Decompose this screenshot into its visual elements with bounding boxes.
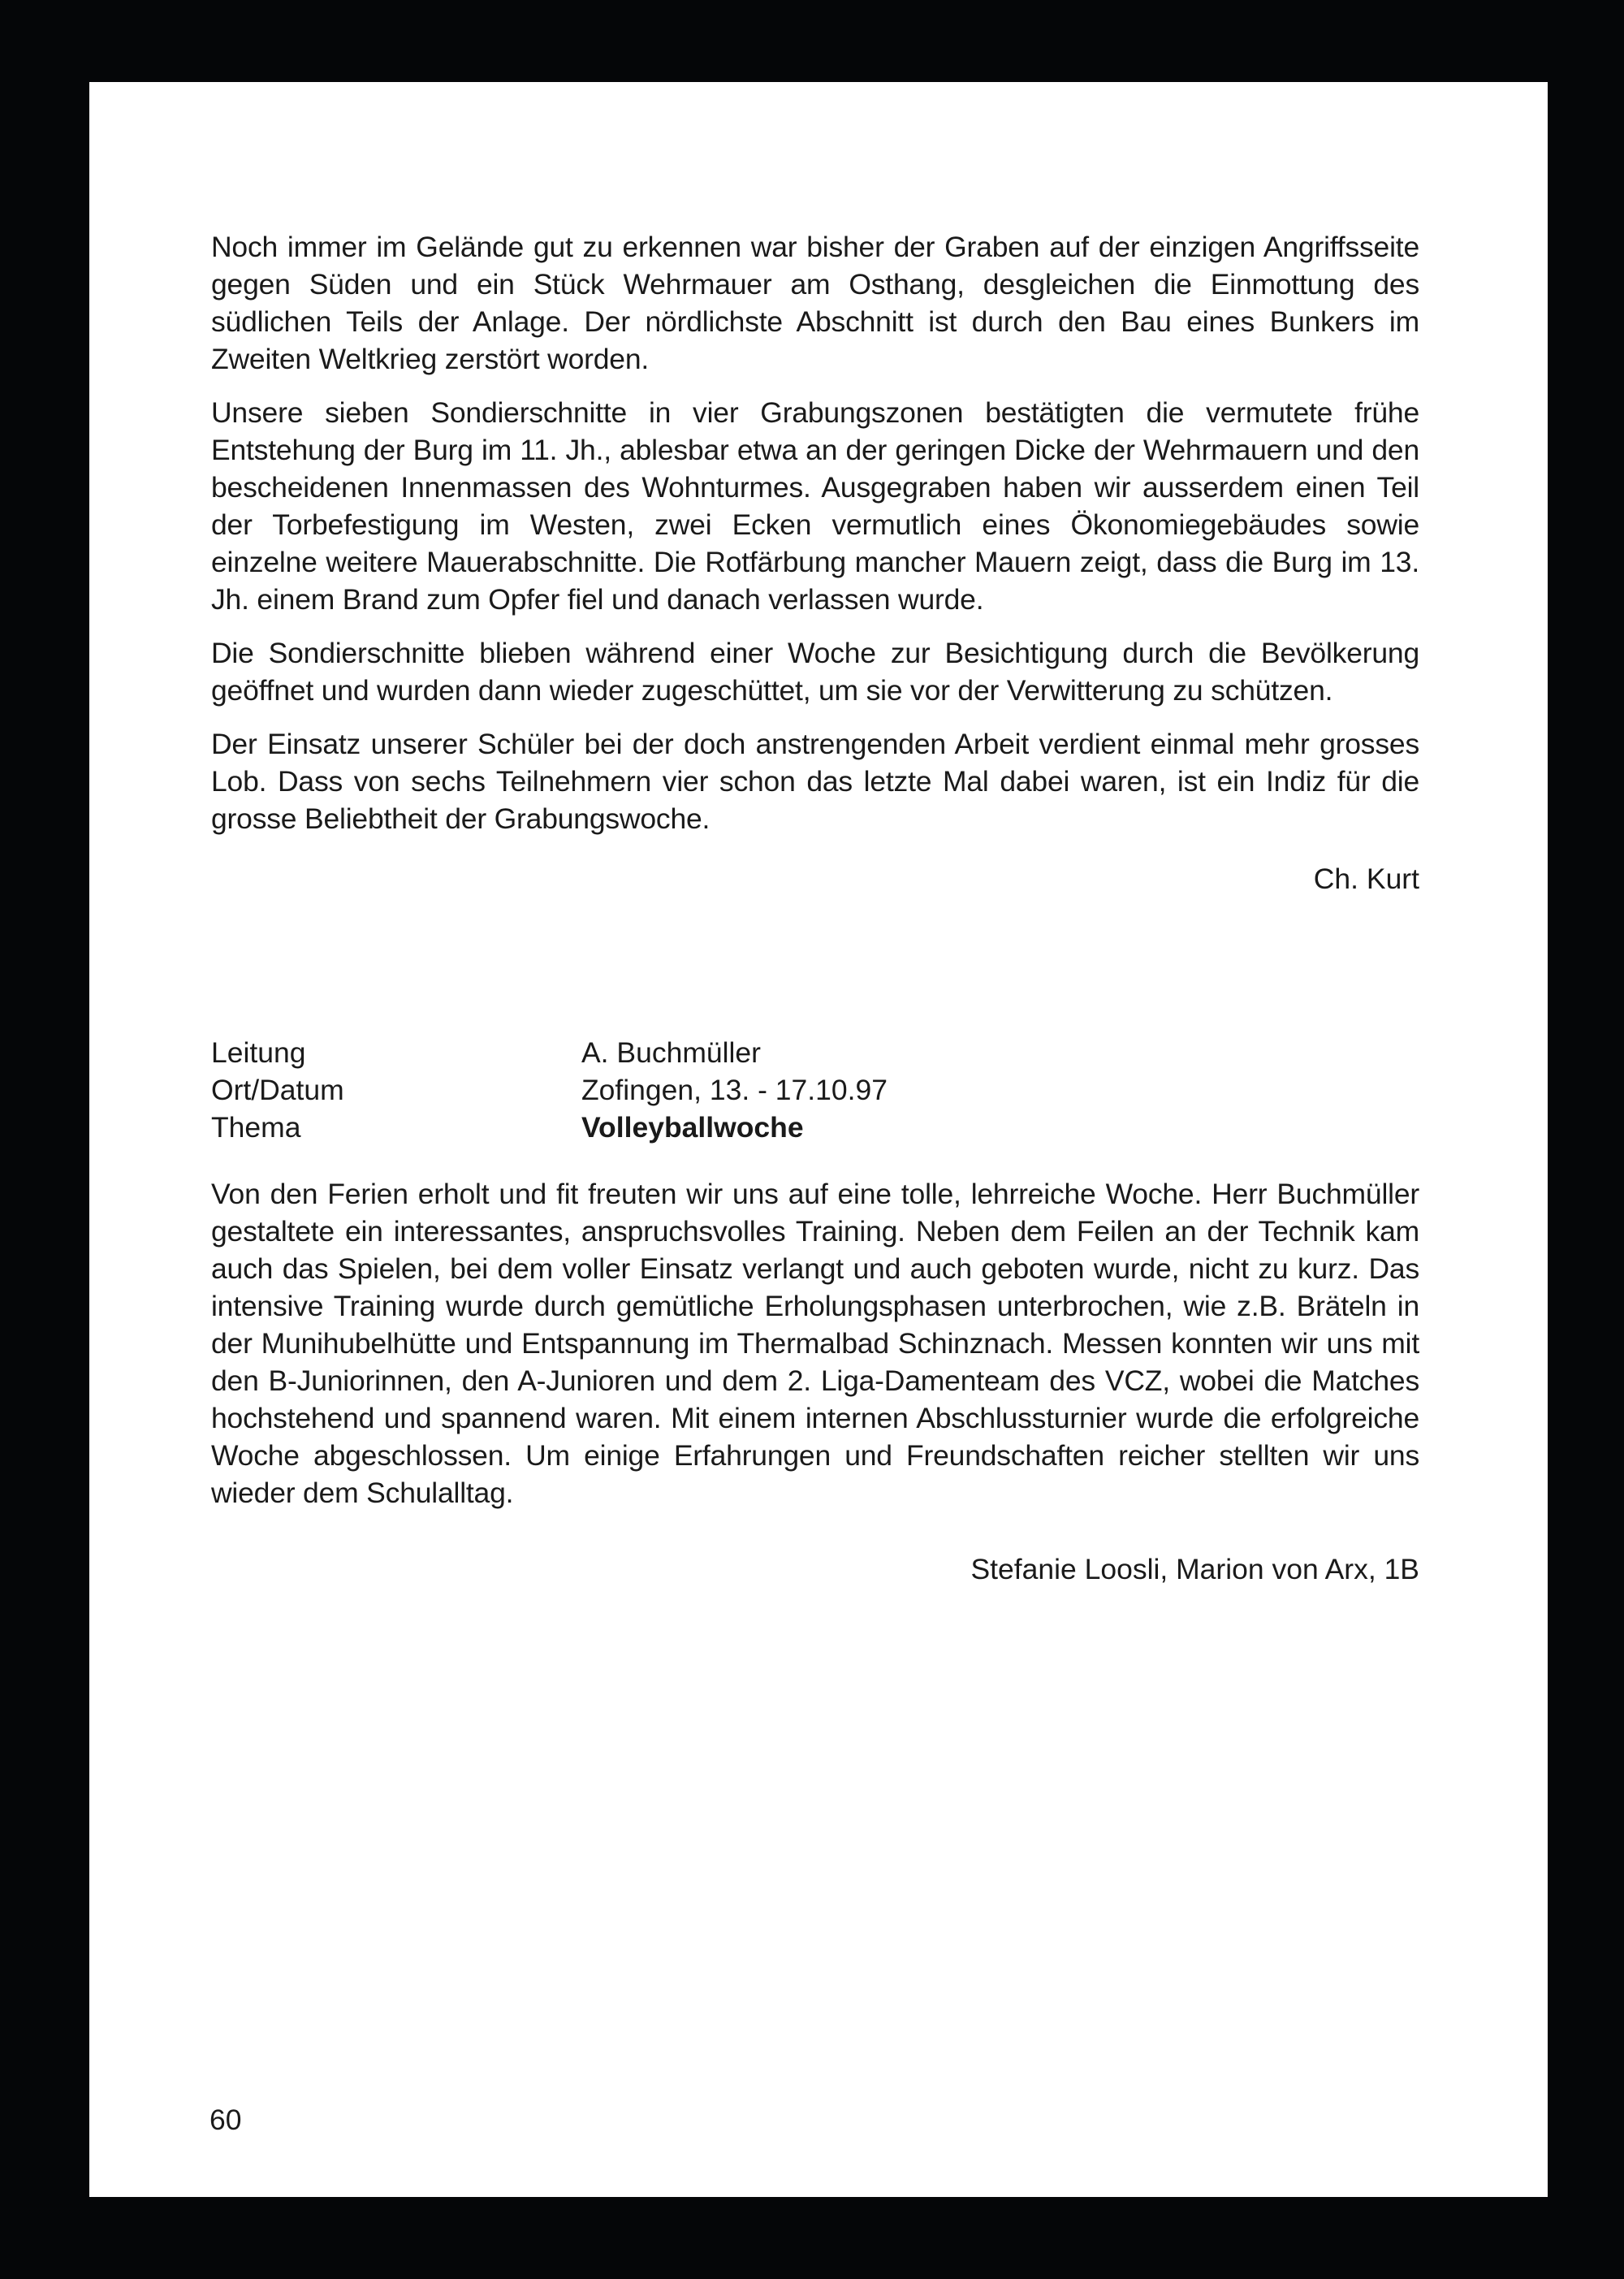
meta-label: Ort/Datum [211,1074,344,1106]
meta-row-leitung [211,1034,1419,1071]
paragraph: Unsere sieben Sondierschnitte in vier Grabungszonen bestätigten die vermutete frühe Entstehung der Burg im 11. Jh., ablesbar etwa an der geringen Dicke der Wehrmauern und den bescheidenen Innenmassen des Wohnturmes. Ausgegraben haben wir ausserdem einen Teil der Torbefestigung im Westen, zwei Ecken vermutlich eines Ökonomiegebäudes sowie einzelne weitere Mauerabschnitte. Die Rotfärbung mancher Mauern zeigt, dass die Burg im 13. Jh. einem Brand zum Opfer fiel und danach verlassen wurde. [211,396,1419,616]
author-signature: Ch. Kurt [1313,863,1419,895]
page-content [211,228,1419,1588]
paragraph: Die Sondierschnitte blieben während einer Woche zur Besichtigung durch die Bevölkerung geöffnet und wurden dann wieder zugeschüttet, um sie vor der Verwitterung zu schützen. [211,637,1419,707]
meta-table [211,1034,1419,1146]
author-signature: Stefanie Loosli, Marion von Arx, 1B [970,1553,1419,1585]
article-excavation [211,228,1419,897]
article-volleyball [211,1034,1419,1588]
paragraph: Noch immer im Gelände gut zu erkennen war bisher der Graben auf der einzigen Angriffsseite gegen Süden und ein Stück Wehrmauer am Osthang, desgleichen die Einmottung des südlichen Teils der Anlage. Der nördlichste Abschnitt ist durch den Bau eines Bunkers im Zweiten Weltkrieg zerstört worden. [211,231,1419,375]
page-number: 60 [209,2104,242,2136]
section-title: Volleyballwoche [581,1111,804,1144]
paragraph: Von den Ferien erholt und fit freuten wir uns auf eine tolle, lehrreiche Woche. Herr Buchmüller gestaltete ein interessantes, anspruchsvolles Training. Neben dem Feilen an der Technik kam auch das Spielen, bei dem voller Einsatz verlangt und auch geboten wurde, nicht zu kurz. Das intensive Training wurde durch gemütliche Erholungsphasen unterbrochen, wie z.B. Bräteln in der Munihubelhütte und Entspannung im Thermalbad Schinznach. Messen konnten wir uns mit den B-Juniorinnen, den A-Junioren und dem 2. Liga-Damenteam des VCZ, wobei die Matches hochstehend und spannend waren. Mit einem internen Abschlussturnier wurde die erfolgreiche Woche abgeschlossen. Um einige Erfahrungen und Freundschaften reicher stellten wir uns wieder dem Schulalltag. [211,1178,1419,1509]
meta-label: Thema [211,1111,301,1144]
meta-row-thema [211,1109,1419,1146]
meta-label: Leitung [211,1036,306,1069]
meta-value: Zofingen, 13. - 17.10.97 [581,1074,888,1106]
meta-row-ort-datum [211,1071,1419,1109]
document-page [89,82,1548,2197]
meta-value: A. Buchmüller [581,1036,761,1069]
paragraph: Der Einsatz unserer Schüler bei der doch anstrengenden Arbeit verdient einmal mehr grosses Lob. Dass von sechs Teilnehmern vier schon das letzte Mal dabei waren, ist ein Indiz für die grosse Beliebtheit der Grabungswoche. [211,728,1419,835]
